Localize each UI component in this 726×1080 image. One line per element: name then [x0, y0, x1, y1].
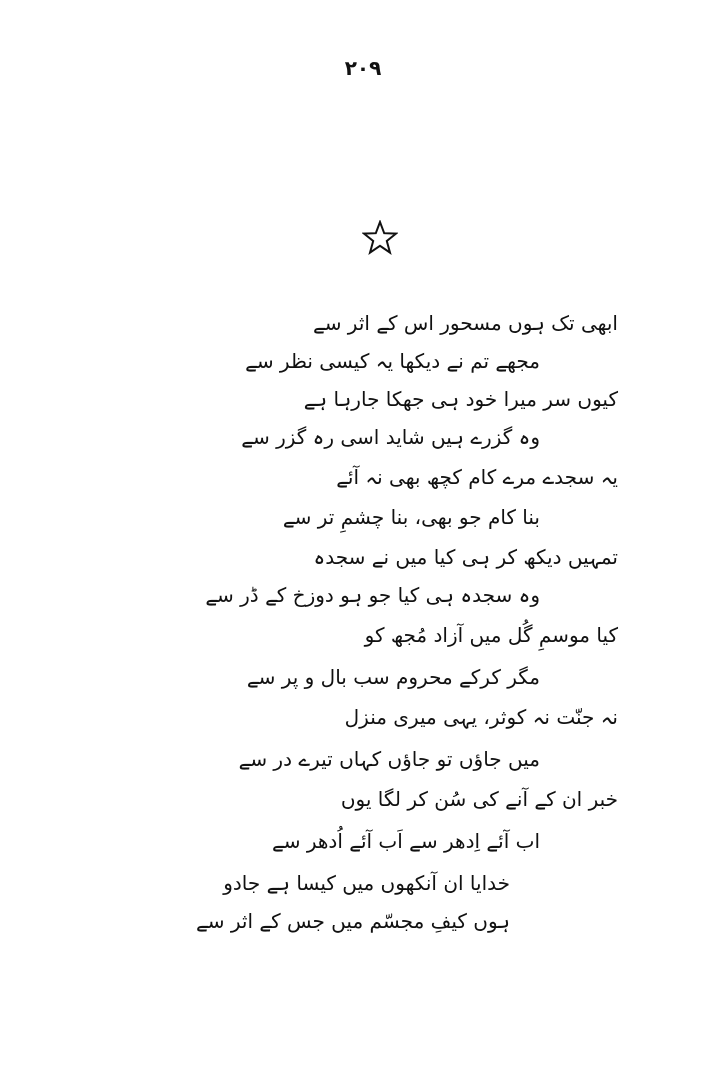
verse-line-3: کیوں سر میرا خود ہی جھکا جارہا ہے	[303, 387, 618, 411]
verse-line-9: کیا موسمِ گُل میں آزاد مُجھ کو	[364, 623, 618, 647]
verse-line-2: مجھے تم نے دیکھا یہ کیسی نظر سے	[245, 349, 540, 373]
verse-line-8: وہ سجدہ ہی کیا جو ہو دوزخ کے ڈر سے	[205, 583, 540, 607]
verse-line-11: نہ جنّت نہ کوثر، یہی میری منزل	[344, 705, 618, 729]
verse-line-15: خدایا ان آنکھوں میں کیسا ہے جادو	[223, 871, 510, 895]
verse-line-14: اب آئے اِدھر سے اَب آئے اُدھر سے	[272, 829, 540, 853]
verse-line-7: تمہیں دیکھ کر ہی کیا میں نے سجدہ	[313, 545, 618, 569]
verse-line-12: میں جاؤں تو جاؤں کہاں تیرے در سے	[238, 747, 540, 771]
verse-line-16: ہوں کیفِ مجسّم میں جس کے اثر سے	[196, 909, 510, 933]
verse-line-10: مگر کرکے محروم سب بال و پر سے	[246, 665, 540, 689]
verse-line-4: وہ گزرے ہیں شاید اسی رہ گزر سے	[241, 425, 540, 449]
verse-line-1: ابھی تک ہوں مسحور اس کے اثر سے	[312, 311, 618, 335]
verse-line-5: یہ سجدے مرے کام کچھ بھی نہ آئے	[336, 465, 618, 489]
page-number: ۲۰۹	[344, 56, 382, 80]
verse-line-6: بنا کام جو بھی، بنا چشمِ تر سے	[282, 505, 540, 529]
verse-line-13: خبر ان کے آنے کی سُن کر لگا یوں	[340, 787, 618, 811]
star-outline-icon	[362, 220, 398, 256]
